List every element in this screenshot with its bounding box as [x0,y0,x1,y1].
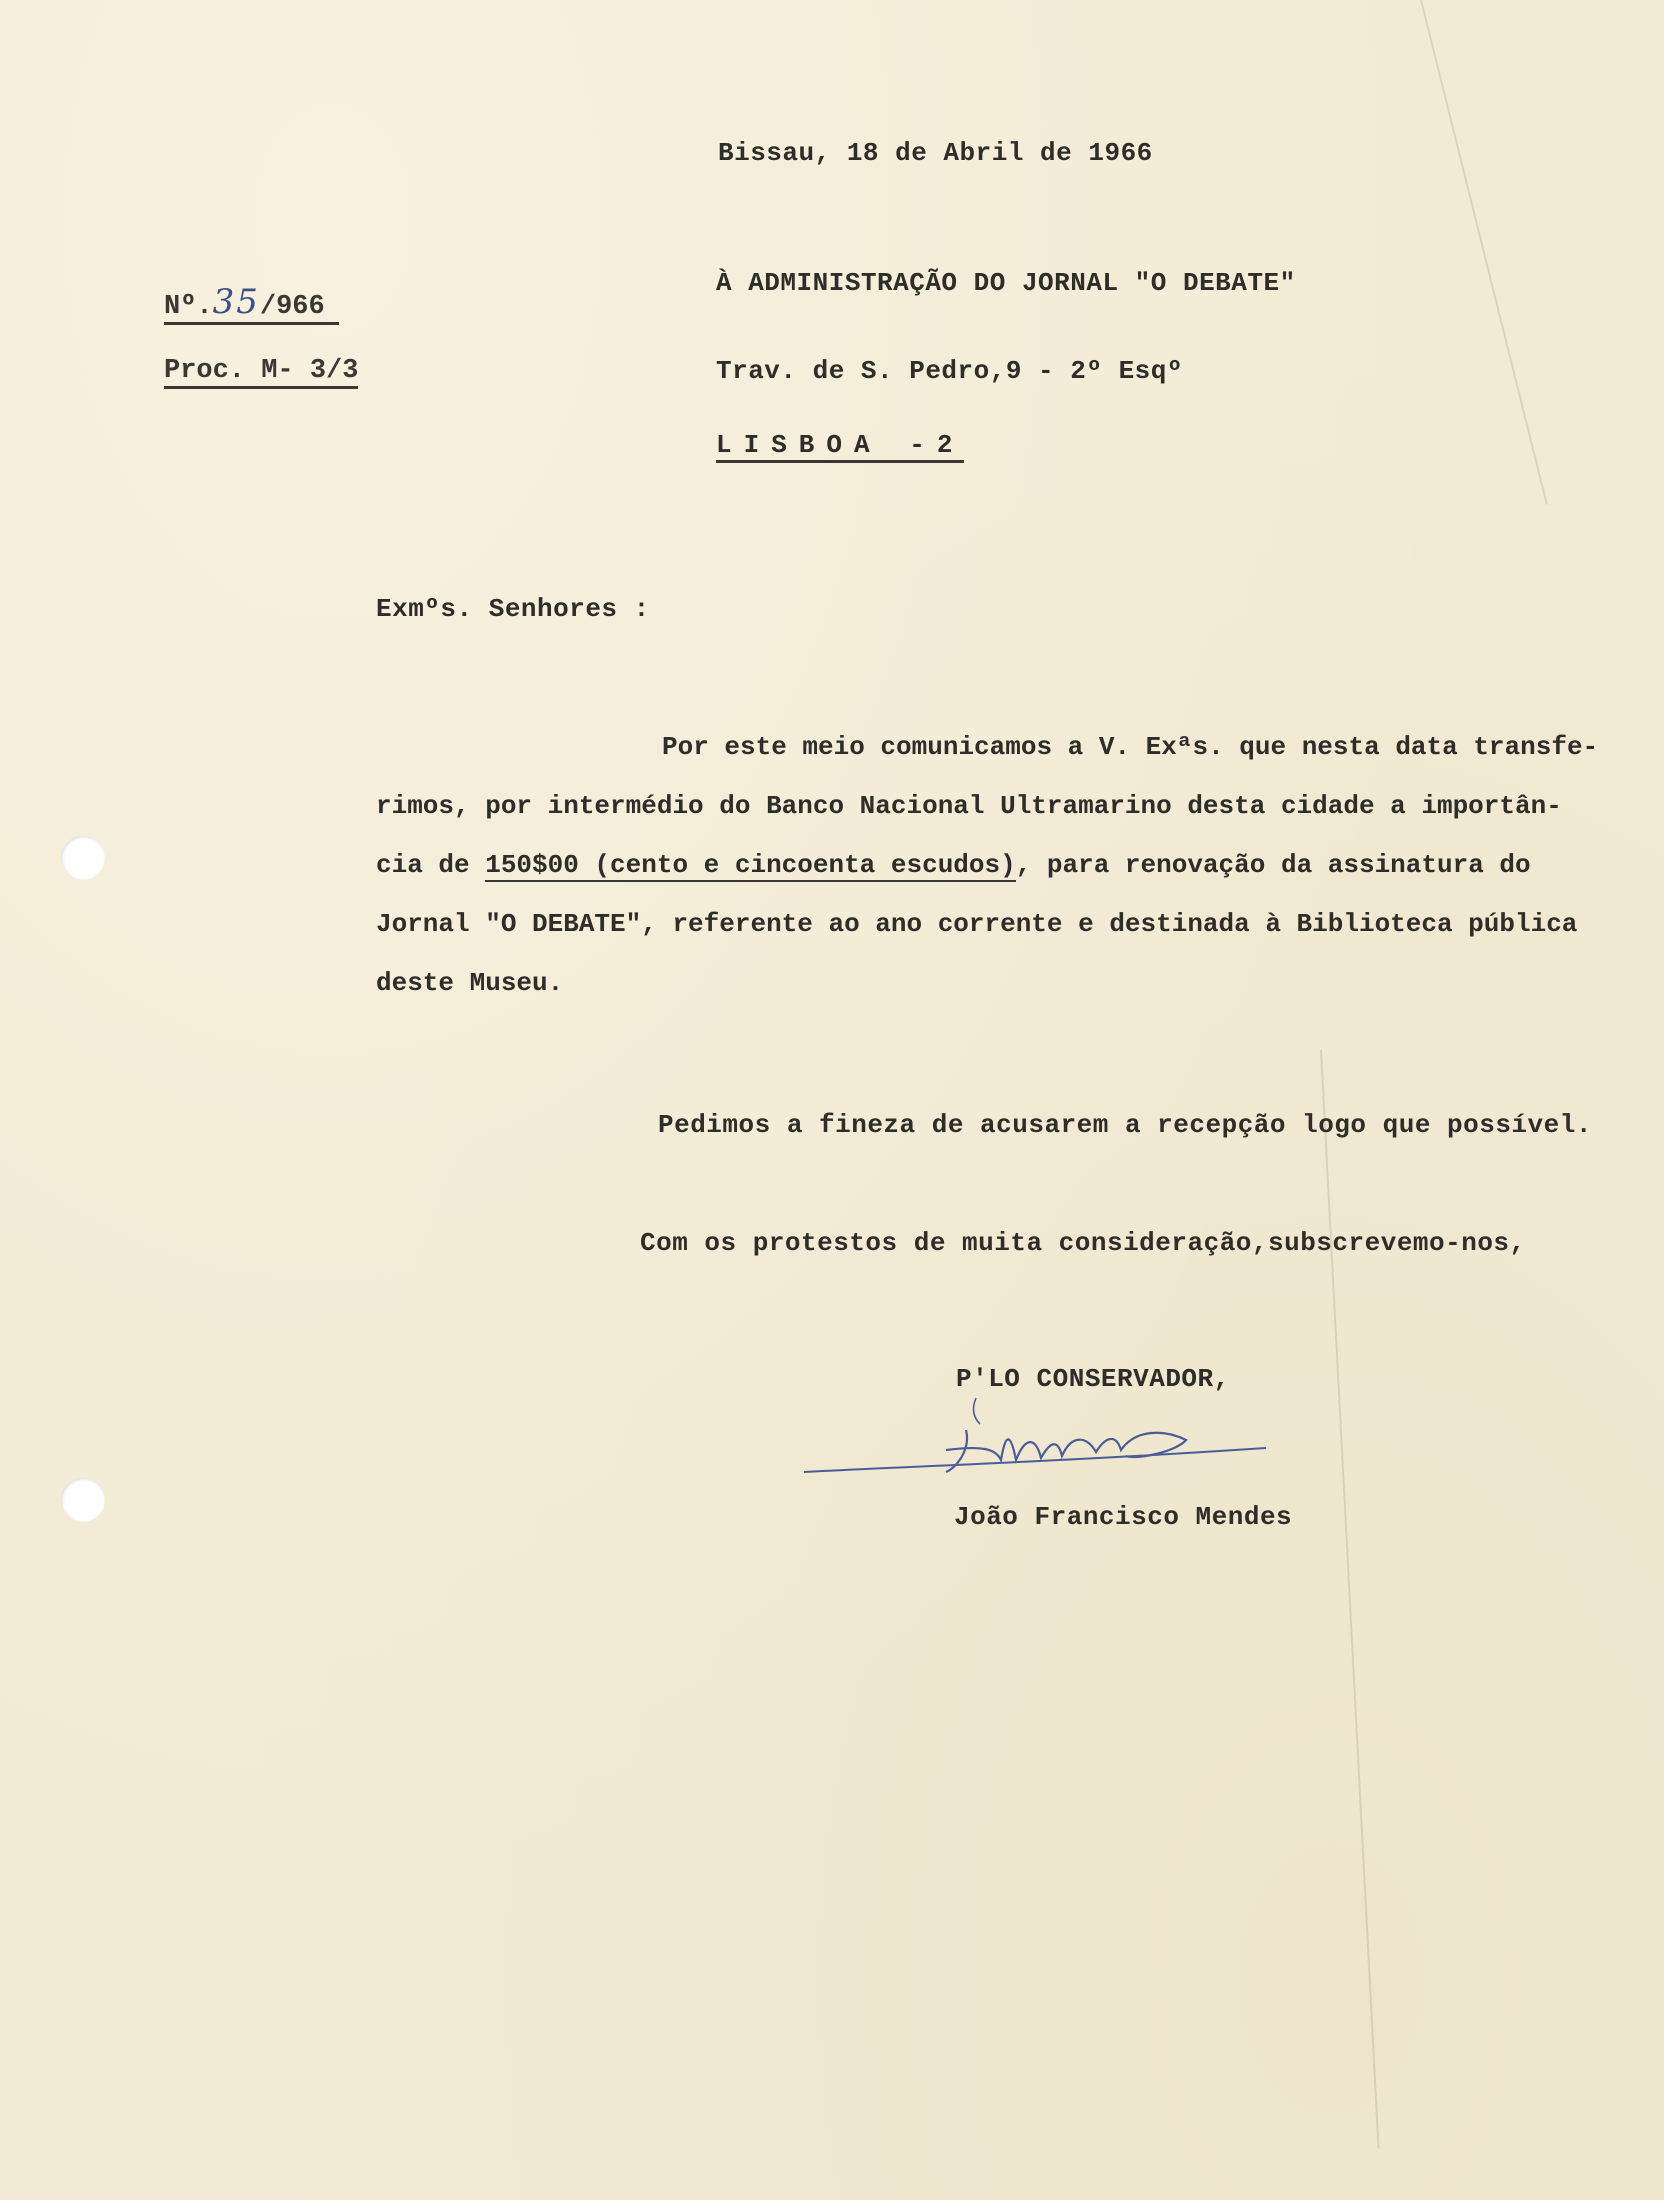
closing-line: Com os protestos de muita consideração,subscrevemo-nos, [640,1228,1526,1258]
body-line: rimos, por intermédio do Banco Nacional Ultramarino desta cidade a importân- [376,791,1562,821]
reference-number-handwritten: 35 [212,282,260,322]
process-reference: Proc. M- 3/3 [164,356,358,389]
request-line: Pedimos a fineza de acusarem a recepção logo que possível. [658,1110,1592,1140]
body-paragraph [376,718,1664,1013]
place-date: Bissau, 18 de Abril de 1966 [718,138,1153,168]
body-line3-end: , para renovação da assinatura do [1015,850,1531,880]
recipient-line2: Trav. de S. Pedro,9 - 2º Esqº [716,356,1183,386]
body-line [376,836,1664,895]
salutation: Exmºs. Senhores : [376,594,650,624]
recipient-line1: À ADMINISTRAÇÃO DO JORNAL "O DEBATE" [716,268,1296,298]
body-line3-start: cia de [376,850,486,880]
payment-amount: 150$00 (cento e cincoenta escudos) [485,850,1016,880]
punch-hole-top [61,836,105,880]
body-line: Por este meio comunicamos a V. Exªs. que nesta data transfe- [662,732,1599,762]
handwritten-signature [796,1390,1276,1510]
recipient-city: LISBOA -2 [716,430,964,463]
paper-crease [1320,1050,1380,2149]
signatory-name: João Francisco Mendes [954,1502,1293,1532]
reference-number-prefix: Nº. [164,292,213,322]
punch-hole-bottom [61,1478,105,1522]
paper-crease [1420,0,1548,505]
signature-title: P'LO CONSERVADOR, [956,1364,1230,1394]
body-line: deste Museu. [376,968,564,998]
body-line: Jornal "O DEBATE", referente ao ano corrente e destinada à Biblioteca pública [376,909,1578,939]
reference-number [164,282,339,325]
reference-number-suffix: /966 [259,292,325,322]
